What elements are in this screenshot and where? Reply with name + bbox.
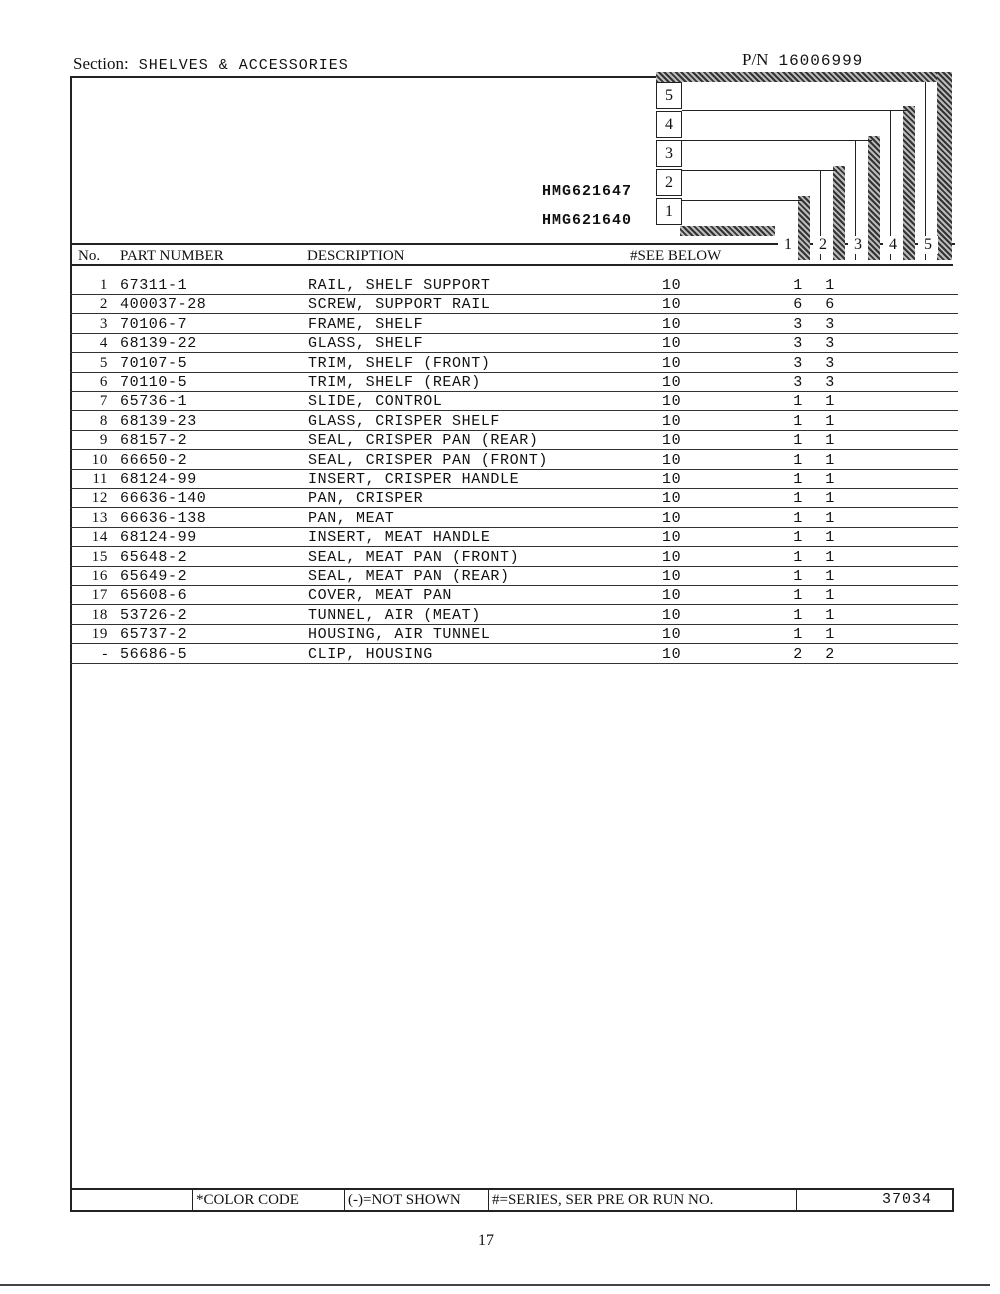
row-rule [70, 294, 958, 295]
page-bottom-rule [0, 1284, 990, 1286]
row-description: SEAL, CRISPER PAN (FRONT) [308, 451, 549, 469]
table-row [70, 335, 955, 354]
row-description: TRIM, SHELF (FRONT) [308, 354, 491, 372]
row-qty-series-2: 1 [825, 568, 835, 585]
table-row [70, 568, 955, 587]
row-description: INSERT, CRISPER HANDLE [308, 471, 520, 488]
row-description: TRIM, SHELF (REAR) [308, 374, 481, 391]
row-qty-series-1: 1 [793, 490, 803, 508]
row-series: 10 [662, 509, 682, 527]
row-description: FRAME, SHELF [308, 315, 424, 333]
row-qty-series-1: 1 [793, 568, 803, 585]
row-rule [70, 449, 958, 450]
table-row [70, 452, 955, 471]
col-num-4: 4 [883, 236, 903, 254]
table-row [70, 316, 955, 335]
row-qty-series-1: 6 [793, 296, 803, 314]
section-label: Section: [73, 54, 129, 73]
row-part-number: 65737-2 [120, 626, 188, 644]
frame-top-rule [70, 76, 657, 78]
table-row [70, 296, 955, 315]
row-rule [70, 604, 958, 605]
row-series: 10 [662, 490, 682, 508]
col-num-5: 5 [918, 236, 938, 254]
row-series: 10 [662, 432, 682, 450]
row-description: TUNNEL, AIR (MEAT) [308, 606, 481, 624]
row-qty-series-2: 1 [825, 471, 835, 488]
row-description: SEAL, MEAT PAN (FRONT) [308, 548, 520, 566]
row-rule [70, 566, 958, 567]
row-part-number: 70106-7 [120, 315, 188, 333]
row-series: 10 [662, 587, 682, 605]
table-row [70, 510, 955, 529]
footer-code: 37034 [881, 1191, 932, 1208]
row-series: 10 [662, 451, 682, 469]
model-number-1: HMG621640 [542, 212, 633, 229]
table-row [70, 277, 955, 296]
footer-series-note: #=SERIES, SER PRE OR RUN NO. [492, 1192, 714, 1208]
row-number: 4 [99, 335, 108, 352]
hatch-col-3 [868, 136, 880, 260]
row-series: 10 [662, 354, 682, 372]
row-qty-series-1: 1 [793, 548, 803, 566]
row-series: 10 [662, 393, 682, 411]
row-number: 3 [99, 315, 108, 332]
row-part-number: 68157-2 [120, 432, 188, 450]
row-qty-series-2: 1 [825, 529, 835, 547]
hatch-col-1 [798, 196, 810, 260]
row-qty-series-1: 2 [793, 645, 803, 663]
section-value: SHELVES & ACCESSORIES [138, 57, 349, 74]
row-part-number: 66650-2 [120, 451, 188, 469]
row-description: PAN, CRISPER [308, 490, 424, 508]
table-row [70, 549, 955, 568]
footer-sep [796, 1190, 797, 1210]
row-rule [70, 469, 958, 470]
row-description: SEAL, MEAT PAN (REAR) [308, 568, 510, 585]
table-row [70, 529, 955, 548]
row-series: 10 [662, 548, 682, 566]
row-number: 12 [91, 490, 108, 507]
col-num-1: 1 [778, 236, 798, 254]
key-line-2 [682, 200, 802, 201]
col-header-no: No. [78, 248, 101, 264]
row-qty-series-1: 1 [793, 451, 803, 469]
row-description: RAIL, SHELF SUPPORT [308, 277, 491, 294]
row-description: COVER, MEAT PAN [308, 587, 453, 605]
part-number-heading [742, 50, 863, 70]
table-row [70, 355, 955, 374]
row-part-number: 70107-5 [120, 354, 188, 372]
row-qty-series-1: 1 [793, 277, 803, 294]
row-qty-series-2: 1 [825, 490, 835, 508]
table-row [70, 374, 955, 393]
row-number: 8 [99, 412, 108, 429]
footer-bar [72, 1188, 954, 1212]
row-rule [70, 527, 958, 528]
row-series: 10 [662, 568, 682, 585]
pn-value: 16006999 [778, 52, 864, 70]
row-number: 2 [99, 296, 108, 313]
col-header-see-below: #SEE BELOW [630, 248, 722, 264]
table-row [70, 587, 955, 606]
row-part-number: 65608-6 [120, 587, 188, 605]
row-number: 11 [92, 471, 108, 487]
row-part-number: 400037-28 [120, 296, 207, 314]
row-description: HOUSING, AIR TUNNEL [308, 626, 491, 644]
row-part-number: 70110-5 [120, 374, 188, 391]
page-mark: 17 [478, 1232, 494, 1249]
row-qty-series-1: 1 [793, 509, 803, 527]
row-qty-series-1: 1 [793, 587, 803, 605]
row-part-number: 68124-99 [120, 471, 197, 488]
row-series: 10 [662, 374, 682, 391]
table-row [70, 646, 955, 665]
row-number: 7 [99, 393, 108, 410]
row-qty-series-1: 3 [793, 315, 803, 333]
col-num-2: 2 [813, 236, 833, 254]
pn-label: P/N [742, 50, 769, 69]
row-part-number: 68124-99 [120, 529, 197, 547]
table-row [70, 413, 955, 432]
row-part-number: 68139-23 [120, 412, 197, 430]
row-rule [70, 624, 958, 625]
row-rule [70, 663, 958, 664]
row-qty-series-2: 2 [825, 645, 835, 663]
row-part-number: 66636-140 [120, 490, 207, 508]
row-qty-series-2: 3 [825, 315, 835, 333]
table-row [70, 471, 955, 490]
row-rule [70, 430, 958, 431]
row-part-number: 65648-2 [120, 548, 188, 566]
row-series: 10 [662, 315, 682, 333]
row-series: 10 [662, 645, 682, 663]
row-series: 10 [662, 626, 682, 644]
row-number: 1 [99, 277, 108, 293]
row-qty-series-2: 1 [825, 606, 835, 624]
row-qty-series-2: 1 [825, 509, 835, 527]
row-qty-series-1: 3 [793, 335, 803, 353]
row-qty-series-2: 1 [825, 432, 835, 450]
footer-not-shown: (-)=NOT SHOWN [348, 1192, 461, 1208]
row-number: 10 [91, 451, 108, 468]
row-part-number: 53726-2 [120, 606, 188, 624]
key-vline-5 [925, 82, 926, 260]
row-part-number: 67311-1 [120, 277, 188, 294]
row-qty-series-2: 3 [825, 335, 835, 353]
row-description: PAN, MEAT [308, 509, 395, 527]
key-line-5 [682, 110, 907, 111]
row-number: 6 [99, 374, 108, 390]
row-rule [70, 391, 958, 392]
hatch-top [656, 72, 952, 82]
row-rule [70, 313, 958, 314]
hatch-base [680, 226, 775, 236]
row-qty-series-2: 1 [825, 393, 835, 411]
footer-color-code: *COLOR CODE [196, 1192, 299, 1208]
row-qty-series-1: 3 [793, 354, 803, 372]
key-box-1: 1 [656, 198, 682, 225]
row-description: SEAL, CRISPER PAN (REAR) [308, 432, 539, 450]
row-rule [70, 410, 958, 411]
row-part-number: 56686-5 [120, 645, 188, 663]
col-num-3: 3 [848, 236, 868, 254]
row-rule [70, 507, 958, 508]
row-number: 14 [91, 529, 108, 546]
row-series: 10 [662, 606, 682, 624]
row-series: 10 [662, 412, 682, 430]
key-box-2: 2 [656, 169, 682, 196]
footer-sep [192, 1190, 193, 1210]
row-qty-series-2: 1 [825, 412, 835, 430]
row-qty-series-2: 3 [825, 374, 835, 391]
table-row [70, 490, 955, 509]
row-rule [70, 488, 958, 489]
row-qty-series-2: 6 [825, 296, 835, 314]
row-part-number: 68139-22 [120, 335, 197, 353]
row-description: CLIP, HOUSING [308, 645, 433, 663]
row-qty-series-2: 1 [825, 451, 835, 469]
table-row [70, 626, 955, 645]
row-qty-series-2: 1 [825, 626, 835, 644]
row-qty-series-1: 1 [793, 529, 803, 547]
key-box-5: 5 [656, 82, 682, 109]
row-number: 16 [91, 568, 108, 584]
row-number: 15 [91, 548, 108, 565]
row-qty-series-1: 1 [793, 412, 803, 430]
row-qty-series-1: 1 [793, 471, 803, 488]
key-box-4: 4 [656, 111, 682, 138]
row-series: 10 [662, 335, 682, 353]
row-number: 13 [91, 509, 108, 526]
footer-sep [344, 1190, 345, 1210]
row-series: 10 [662, 296, 682, 314]
row-number: 9 [99, 432, 108, 449]
row-rule [70, 546, 958, 547]
section-heading [73, 54, 349, 74]
row-qty-series-1: 1 [793, 626, 803, 644]
row-qty-series-1: 1 [793, 393, 803, 411]
row-qty-series-2: 1 [825, 277, 835, 294]
row-rule [70, 643, 958, 644]
table-row [70, 607, 955, 626]
row-number: - [102, 645, 108, 662]
model-number-2: HMG621647 [542, 183, 633, 200]
row-part-number: 65736-1 [120, 393, 188, 411]
row-rule [70, 352, 958, 353]
footer-sep [488, 1190, 489, 1210]
hatch-col-4 [903, 106, 915, 260]
row-rule [70, 585, 958, 586]
col-header-part: PART NUMBER [120, 248, 224, 264]
row-description: GLASS, SHELF [308, 335, 424, 353]
row-series: 10 [662, 529, 682, 547]
row-number: 18 [91, 606, 108, 623]
row-number: 5 [99, 354, 108, 371]
row-rule [70, 372, 958, 373]
hatch-col-2 [833, 166, 845, 260]
row-description: GLASS, CRISPER SHELF [308, 412, 501, 430]
row-description: SLIDE, CONTROL [308, 393, 443, 411]
row-number: 17 [91, 587, 108, 604]
row-description: SCREW, SUPPORT RAIL [308, 296, 491, 314]
row-number: 19 [91, 626, 108, 643]
hatch-col-5 [937, 72, 952, 260]
key-line-4 [682, 140, 872, 141]
row-series: 10 [662, 277, 682, 294]
row-part-number: 66636-138 [120, 509, 207, 527]
row-part-number: 65649-2 [120, 568, 188, 585]
row-series: 10 [662, 471, 682, 488]
row-qty-series-2: 3 [825, 354, 835, 372]
table-row [70, 432, 955, 451]
row-qty-series-2: 1 [825, 587, 835, 605]
col-header-description: DESCRIPTION [307, 248, 405, 264]
row-qty-series-1: 1 [793, 432, 803, 450]
key-box-3: 3 [656, 140, 682, 167]
row-description: INSERT, MEAT HANDLE [308, 529, 491, 547]
row-rule [70, 333, 958, 334]
row-qty-series-2: 1 [825, 548, 835, 566]
table-row [70, 393, 955, 412]
row-qty-series-1: 3 [793, 374, 803, 391]
key-line-3 [682, 170, 837, 171]
row-qty-series-1: 1 [793, 606, 803, 624]
